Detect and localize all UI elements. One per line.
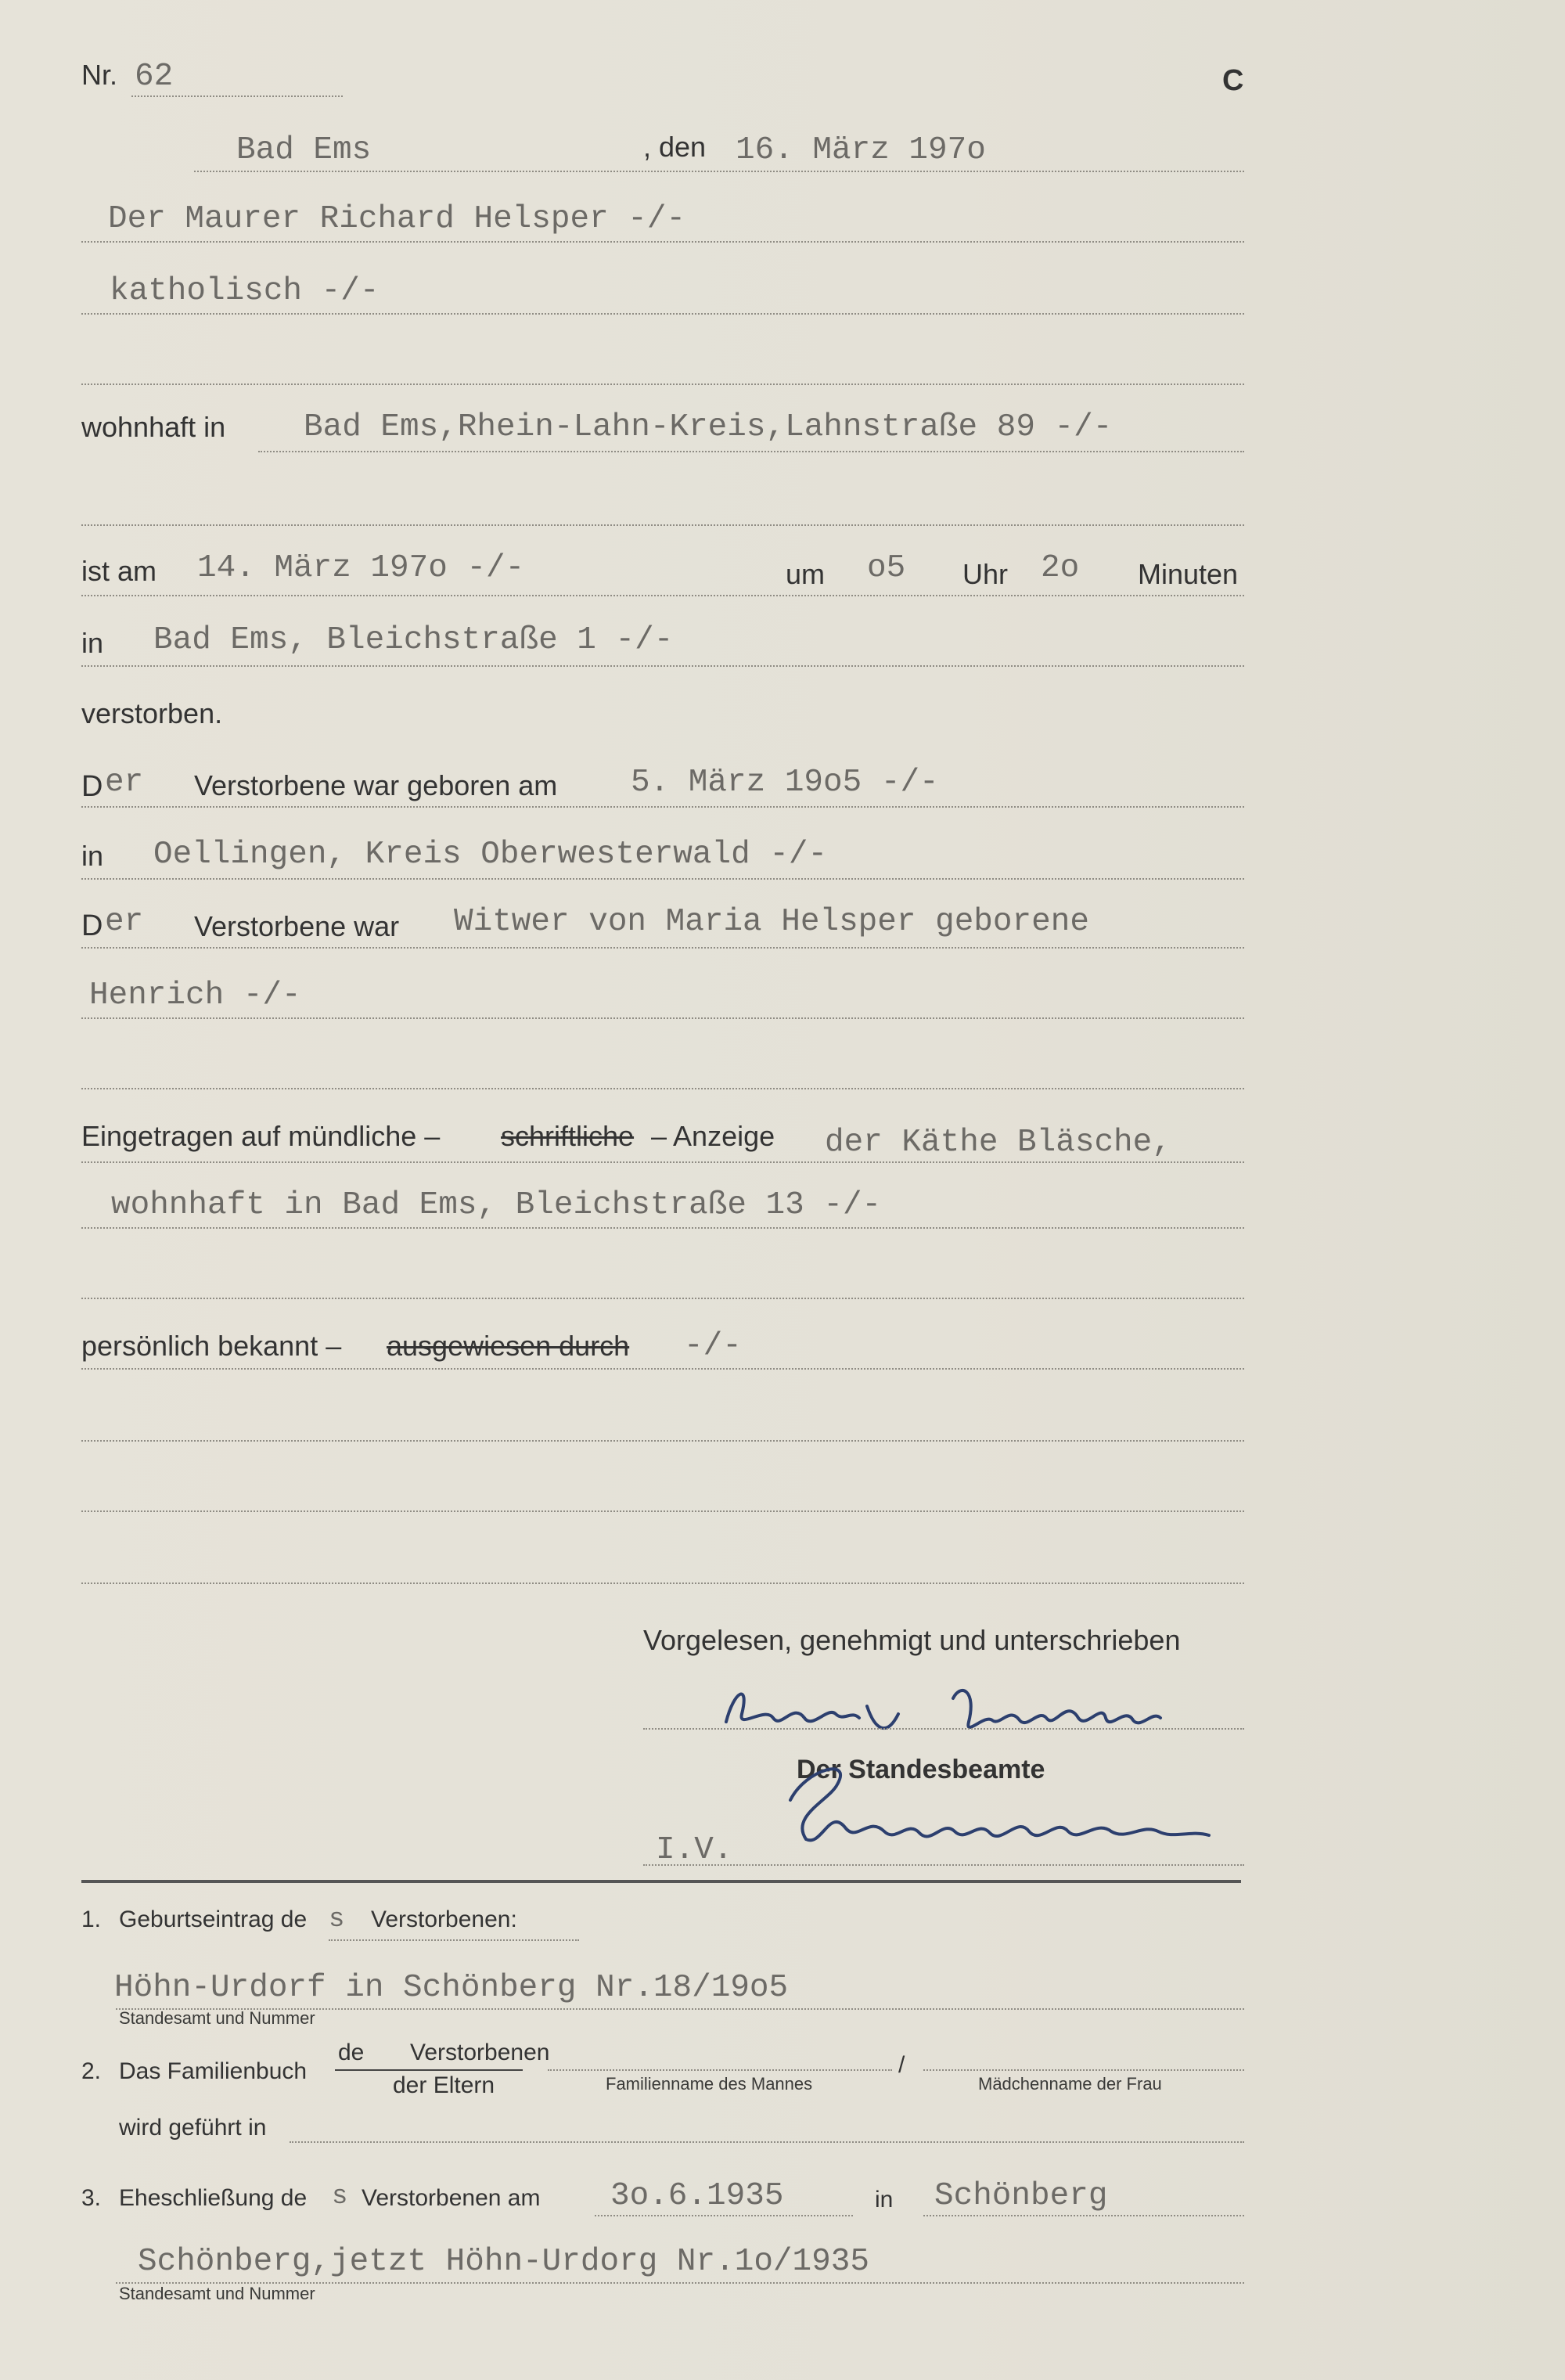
person-line-2: katholisch -/- <box>110 273 380 309</box>
birth-date-value: 5. März 19o5 -/- <box>631 765 939 801</box>
note-2-number: 2. <box>81 2058 102 2084</box>
nr-line <box>131 95 343 97</box>
death-hour: o5 <box>867 550 906 586</box>
line <box>258 451 1244 452</box>
iv-label: I.V. <box>656 1832 733 1868</box>
line <box>81 1582 1244 1584</box>
registrar-label: Der Standesbeamte <box>797 1755 1045 1784</box>
um-label: um <box>786 558 826 590</box>
line <box>329 1939 579 1941</box>
status-label: Verstorbene war <box>194 910 400 942</box>
note-2-de: de <box>338 2040 365 2065</box>
date-value: 16. März 197o <box>736 132 986 168</box>
death-minutes: 2o <box>1041 550 1080 586</box>
line <box>81 1161 1244 1163</box>
place-date-line <box>194 171 1244 172</box>
fraction-line <box>335 2069 523 2071</box>
read-approved-label: Vorgelesen, genehmigt und unterschrieben <box>643 1624 1181 1656</box>
line <box>81 1510 1244 1512</box>
death-place-value: Bad Ems, Bleichstraße 1 -/- <box>153 622 674 658</box>
line <box>81 1017 1244 1019</box>
line <box>81 1368 1244 1370</box>
note-1-value: Höhn-Urdorf in Schönberg Nr.18/19o5 <box>114 1970 789 2006</box>
note-1-label: Geburtseintrag de <box>119 1907 308 1932</box>
section-divider <box>81 1880 1241 1883</box>
registration-label-end: – Anzeige <box>651 1120 775 1152</box>
wife-name-caption: Mädchenname der Frau <box>978 2074 1162 2094</box>
line <box>81 665 1244 667</box>
line <box>81 595 1244 596</box>
note-3-value: Schönberg,jetzt Höhn-Urdorg Nr.1o/1935 <box>138 2244 869 2280</box>
uhr-label: Uhr <box>962 558 1009 590</box>
line <box>81 524 1244 526</box>
person-line-1: Der Maurer Richard Helsper -/- <box>108 201 686 237</box>
note-3-label-2: Verstorbenen am <box>362 2185 541 2211</box>
informant-signature <box>718 1675 1203 1753</box>
der-suffix-typed: er <box>105 765 144 801</box>
residence-label: wohnhaft in <box>81 411 226 443</box>
birth-label: Verstorbene war geboren am <box>194 769 558 801</box>
form-letter: C <box>1222 64 1244 97</box>
note-3-date: 3o.6.1935 <box>610 2178 784 2214</box>
registrar-signature <box>759 1753 1229 1871</box>
line <box>81 1440 1244 1442</box>
birth-place-value: Oellingen, Kreis Oberwesterwald -/- <box>153 837 828 873</box>
line <box>81 806 1244 808</box>
line <box>290 2141 1244 2143</box>
identity-label: persönlich bekannt – <box>81 1330 342 1362</box>
birth-place-label: in <box>81 840 104 872</box>
husband-name-caption: Familienname des Mannes <box>606 2074 813 2094</box>
residence-value: Bad Ems,Rhein-Lahn-Kreis,Lahnstraße 89 -/- <box>304 409 1113 445</box>
status-value-1: Witwer von Maria Helsper geborene <box>454 904 1089 940</box>
line <box>923 2069 1244 2071</box>
standesamt-caption: Standesamt und Nummer <box>119 2008 315 2028</box>
der-prefix: D <box>81 770 103 803</box>
note-3-typed-s: s <box>332 2182 348 2212</box>
note-2-verstorbenen: Verstorbenen <box>410 2040 550 2065</box>
line <box>81 1088 1244 1089</box>
note-2-label: Das Familienbuch <box>119 2058 308 2084</box>
identity-struck: ausgewiesen durch <box>387 1330 630 1362</box>
note-2-slash: / <box>898 2052 905 2078</box>
registration-struck: schriftliche <box>501 1120 635 1152</box>
note-3-number: 3. <box>81 2185 102 2211</box>
line <box>595 2215 853 2216</box>
note-2-kept-in: wird geführt in <box>119 2115 267 2141</box>
line <box>81 1298 1244 1299</box>
death-date-label: ist am <box>81 555 157 587</box>
note-1-typed-s: s <box>329 1905 345 1935</box>
line <box>923 2215 1244 2216</box>
nr-label: Nr. <box>81 59 118 91</box>
registration-label: Eingetragen auf mündliche – <box>81 1120 441 1152</box>
der-suffix-typed: er <box>105 904 144 940</box>
note-3-label: Eheschließung de <box>119 2185 308 2211</box>
note-3-in: in <box>875 2187 894 2213</box>
signature-line <box>643 1728 1244 1730</box>
note-1-label-2: Verstorbenen: <box>371 1907 517 1932</box>
line <box>81 241 1244 243</box>
note-3-place: Schönberg <box>934 2178 1108 2214</box>
line <box>81 313 1244 315</box>
den-label: , den <box>643 131 707 163</box>
nr-value: 62 <box>135 59 174 95</box>
status-value-2: Henrich -/- <box>89 978 301 1014</box>
identity-value: -/- <box>684 1328 742 1364</box>
note-2-eltern: der Eltern <box>393 2072 495 2098</box>
death-date-value: 14. März 197o -/- <box>197 550 525 586</box>
line <box>81 947 1244 949</box>
line <box>81 383 1244 385</box>
line <box>81 878 1244 880</box>
verstorben-label: verstorben. <box>81 697 223 729</box>
minuten-label: Minuten <box>1138 558 1239 590</box>
der-prefix: D <box>81 909 103 942</box>
place-value: Bad Ems <box>236 132 372 168</box>
line <box>548 2069 892 2071</box>
signature-line <box>643 1864 1244 1866</box>
registration-value-1: der Käthe Bläsche, <box>825 1125 1171 1161</box>
death-place-label: in <box>81 627 104 659</box>
line <box>81 1227 1244 1229</box>
note-1-number: 1. <box>81 1907 102 1932</box>
standesamt-caption: Standesamt und Nummer <box>119 2284 315 2303</box>
registration-value-2: wohnhaft in Bad Ems, Bleichstraße 13 -/- <box>111 1187 882 1223</box>
